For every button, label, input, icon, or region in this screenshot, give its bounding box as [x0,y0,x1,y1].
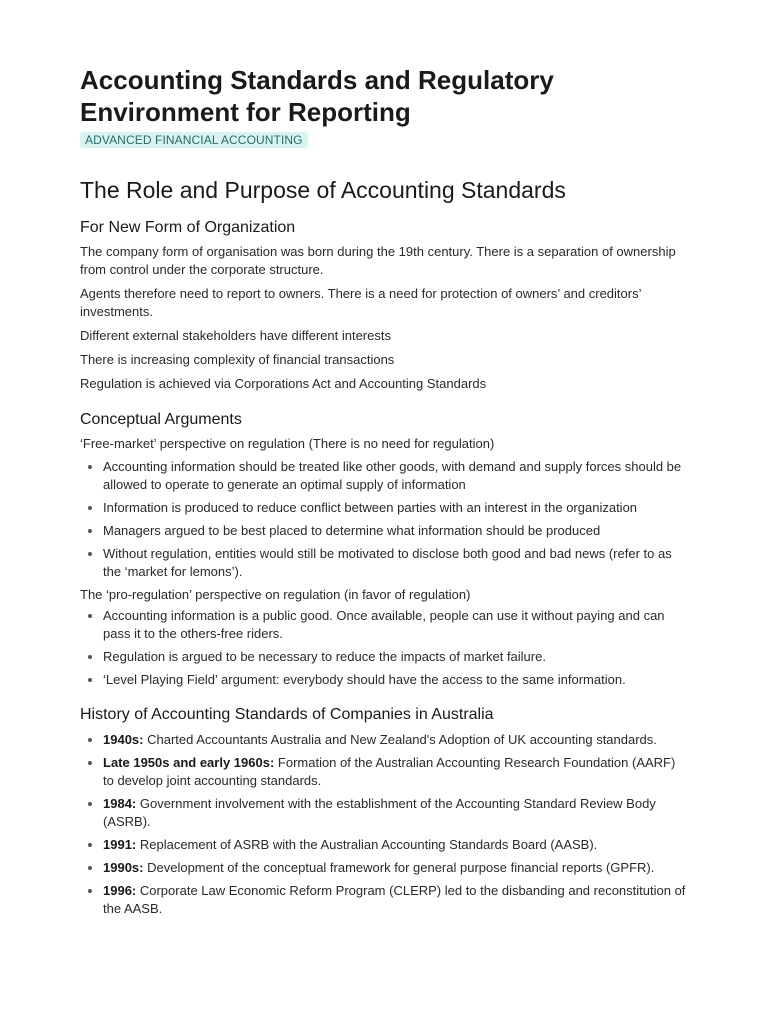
subheading-new-form: For New Form of Organization [80,219,296,236]
list-item: ‘Level Playing Field’ argument: everybody should have the access to the same information. [103,671,688,689]
paragraph: There is increasing complexity of financial transactions [80,352,395,367]
history-year: 1991: [103,837,137,852]
list-item [103,882,688,918]
section-heading: The Role and Purpose of Accounting Standards [80,177,566,203]
history-year: Late 1950s and early 1960s: [103,755,275,770]
list-item [103,859,688,877]
paragraph: Different external stakeholders have different interests [80,328,391,343]
list-item [103,731,688,749]
paragraph: Agents therefore need to report to owners. There is a need for protection of owners’ and creditors’ investments. [80,286,641,319]
history-text: Development of the conceptual framework for general purpose financial reports (GPFR). [143,860,655,875]
list-item [103,836,688,854]
paragraph: Regulation is achieved via Corporations Act and Accounting Standards [80,376,487,391]
free-market-list [80,458,688,581]
list-item: Accounting information is a public good. Once available, people can use it without paying and can pass it to the others-free riders. [103,607,688,643]
subheading-conceptual: Conceptual Arguments [80,411,242,428]
history-year: 1984: [103,796,137,811]
history-text: Replacement of ASRB with the Australian Accounting Standards Board (AASB). [136,837,598,852]
list-item [103,795,688,831]
list-item [103,754,688,790]
history-text: Corporate Law Economic Reform Program (CLERP) led to the disbanding and reconstitution of the AASB. [103,883,686,916]
list-item: Accounting information should be treated like other goods, with demand and supply forces should be allowed to operate to generate an optimal supply of information [103,458,688,494]
history-text: Charted Accountants Australia and New Zealand's Adoption of UK accounting standards. [143,732,657,747]
history-year: 1990s: [103,860,144,875]
history-text: Formation of the Australian Accounting Research Foundation (AARF) to develop joint accounting standards. [103,755,676,788]
history-list [80,731,688,918]
free-market-intro: ‘Free-market’ perspective on regulation (There is no need for regulation) [80,436,495,451]
list-item: Managers argued to be best placed to determine what information should be produced [103,522,688,540]
document-title: Accounting Standards and Regulatory Environment for Reporting [80,65,554,127]
pro-regulation-list [80,607,688,689]
history-text: Government involvement with the establishment of the Accounting Standard Review Body (ASRB). [103,796,656,829]
subheading-history: History of Accounting Standards of Companies in Australia [80,706,494,723]
pro-regulation-intro: The ‘pro-regulation’ perspective on regulation (in favor of regulation) [80,587,471,602]
course-tag[interactable]: ADVANCED FINANCIAL ACCOUNTING [80,132,308,148]
history-year: 1940s: [103,732,144,747]
paragraph: The company form of organisation was born during the 19th century. There is a separation of ownership from control under the corporate structure. [80,244,676,277]
list-item: Regulation is argued to be necessary to reduce the impacts of market failure. [103,648,688,666]
history-year: 1996: [103,883,137,898]
list-item: Without regulation, entities would still be motivated to disclose both good and bad news (refer to as the ‘market for lemons’). [103,545,688,581]
list-item: Information is produced to reduce conflict between parties with an interest in the organization [103,499,688,517]
